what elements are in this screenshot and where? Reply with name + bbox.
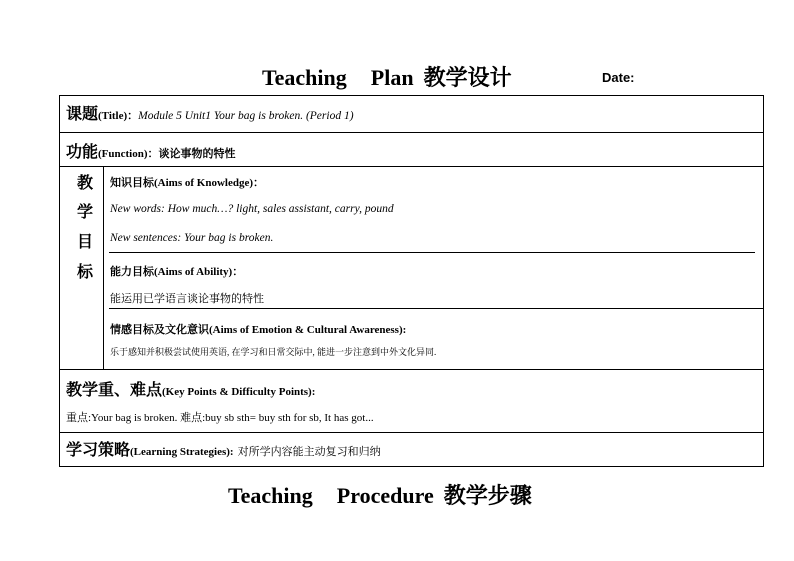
title-row	[66, 101, 354, 124]
aims-column-divider	[103, 166, 104, 369]
emotion-value: 乐于感知并积极尝试使用英语, 在学习和日常交际中, 能进一步注意到中外文化异同.	[110, 347, 437, 357]
aims-side-char: 标	[76, 264, 93, 281]
aims-divider	[109, 308, 763, 309]
ability-heading: 能力目标(Aims of Ability)：	[110, 266, 244, 278]
strategies-label-cn: 学习策略	[66, 442, 131, 459]
title-label-cn: 课题	[66, 106, 99, 123]
date-label: Date:	[602, 70, 635, 85]
emotion-heading: 情感目标及文化意识(Aims of Emotion & Cultural Awareness):	[110, 324, 407, 336]
function-label-en: (Function)：	[98, 148, 159, 160]
function-value: 谈论事物的特性	[158, 148, 236, 160]
strategies-label-en: (Learning Strategies):	[130, 446, 234, 458]
new-sentences: New sentences: Your bag is broken.	[110, 232, 274, 244]
row-divider	[60, 369, 763, 370]
ability-value: 能运用已学语言谈论事物的特性	[110, 293, 264, 305]
aims-divider	[109, 252, 755, 253]
title-cn: 教学设计	[423, 65, 512, 90]
title-label-en: (Title)：	[98, 110, 139, 122]
row-divider	[60, 432, 763, 433]
function-row	[66, 139, 236, 162]
aims-side-char: 学	[76, 204, 93, 221]
procedure-title: Teaching Procedure 教学步骤	[228, 483, 532, 508]
title-value: Module 5 Unit1 Your bag is broken. (Period 1)	[138, 110, 354, 122]
strategies-value: 对所学内容能主动复习和归纳	[237, 446, 381, 458]
title-plan: Plan	[370, 65, 414, 90]
function-label-cn: 功能	[66, 144, 99, 161]
aims-side-char: 教	[76, 175, 93, 192]
row-divider	[60, 166, 763, 167]
key-points-heading: 教学重、难点(Key Points & Difficulty Points):	[66, 382, 316, 399]
page-title	[262, 61, 512, 92]
new-words: New words: How much…? light, sales assistant, carry, pound	[110, 203, 394, 215]
key-points-value: 重点:Your bag is broken. 难点:buy sb sth= buy sth for sb, It has got...	[66, 412, 374, 424]
aims-side-char: 目	[76, 234, 93, 251]
knowledge-heading: 知识目标(Aims of Knowledge)：	[110, 177, 264, 189]
row-divider	[60, 132, 763, 133]
strategies-row	[66, 437, 381, 460]
title-teaching: Teaching	[262, 65, 347, 90]
